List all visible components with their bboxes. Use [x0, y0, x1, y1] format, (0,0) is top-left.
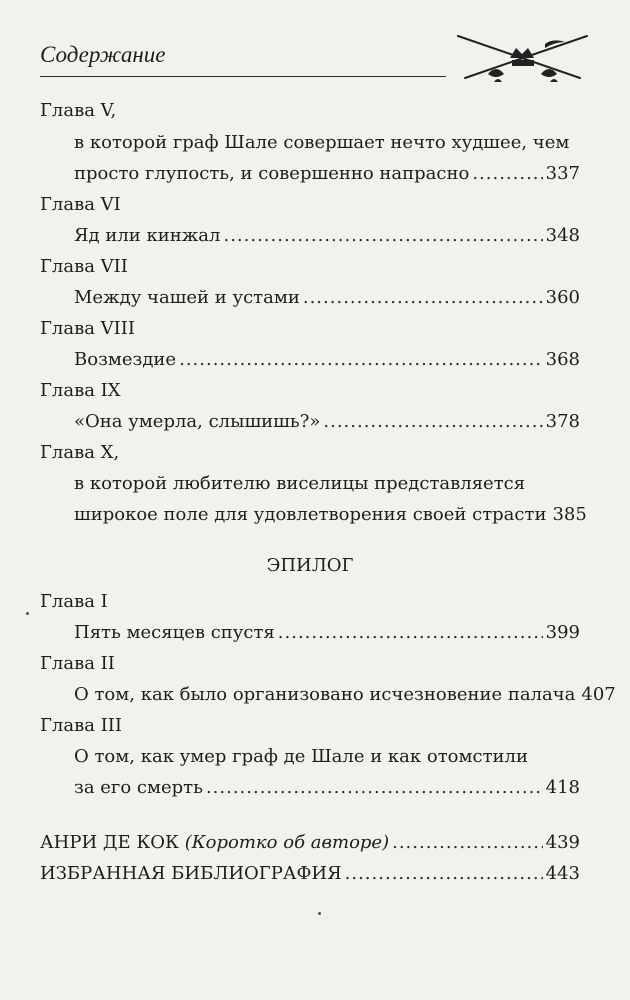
chapter-6-title: Яд или кинжал: [74, 225, 221, 246]
chapter-8-title: Возмездие: [74, 349, 177, 370]
epilog-chapter-3-title-line2: за его смерть: [74, 777, 203, 798]
page-number: 337: [545, 163, 580, 184]
about-author-entry: [40, 828, 580, 858]
chapter-9-entry: [74, 407, 580, 437]
epilog-heading: ЭПИЛОГ: [266, 555, 354, 576]
epilog-chapter-1-title: Пять месяцев спустя: [74, 622, 275, 643]
page-number: 348: [545, 225, 580, 246]
epilog-chapter-2-title: О том, как было организовано исчезновение палача: [74, 684, 576, 705]
chapter-7-entry: [74, 283, 580, 313]
leader-dots: [303, 283, 543, 313]
chapter-5-heading: Глава V,: [40, 100, 117, 121]
chapter-7-title: Между чашей и устами: [74, 287, 300, 308]
paper-speck: [318, 912, 321, 915]
page-number: 418: [545, 777, 580, 798]
page-header: [40, 30, 590, 90]
chapter-8-heading: Глава VIII: [40, 318, 136, 339]
header-rule: [40, 76, 446, 77]
chapter-9-title: «Она умерла, слышишь?»: [74, 411, 321, 432]
epilog-chapter-1-entry: [74, 618, 580, 648]
page-number: 368: [545, 349, 580, 370]
epilog-chapter-3-entry: [74, 773, 580, 803]
leader-dots: [345, 859, 543, 889]
leader-dots: [179, 345, 543, 375]
page-number: 439: [545, 832, 580, 853]
chapter-5-title-line1: в которой граф Шале совершает нечто худшее, чем: [74, 132, 570, 153]
chapter-6-heading: Глава VI: [40, 194, 121, 215]
about-author-note: (Коротко об авторе): [184, 832, 390, 853]
page-number: 399: [545, 622, 580, 643]
chapter-6-entry: [74, 221, 580, 251]
epilog-chapter-2-entry: [74, 680, 616, 710]
epilog-chapter-1-heading: Глава I: [40, 591, 108, 612]
page-number: 378: [545, 411, 580, 432]
leader-dots: [472, 159, 542, 189]
chapter-9-heading: Глава IX: [40, 380, 121, 401]
bibliography-title: ИЗБРАННАЯ БИБЛИОГРАФИЯ: [40, 863, 342, 884]
bibliography-entry: [40, 859, 580, 889]
running-title: Содержание: [40, 42, 166, 67]
chapter-10-heading: Глава X,: [40, 442, 120, 463]
about-author-title: [40, 828, 389, 858]
chapter-10-entry: [74, 500, 587, 530]
chapter-5-entry: [74, 159, 580, 189]
chapter-10-title-line1: в которой любителю виселицы представляется: [74, 473, 526, 494]
page-number: 407: [581, 684, 616, 705]
page-number: 385: [552, 504, 587, 525]
page-number: 360: [545, 287, 580, 308]
chapter-10-title-line2: широкое поле для удовлетворения своей страсти: [74, 504, 547, 525]
leader-dots: [206, 773, 543, 803]
page-number: 443: [545, 863, 580, 884]
epilog-chapter-2-heading: Глава II: [40, 653, 115, 674]
crossed-swords-crown-emblem: [450, 30, 595, 88]
chapter-5-title-line2: просто глупость, и совершенно напрасно: [74, 163, 470, 184]
epilog-chapter-3-heading: Глава III: [40, 715, 123, 736]
leader-dots: [392, 828, 543, 858]
leader-dots: [223, 221, 542, 251]
chapter-8-entry: [74, 345, 580, 375]
chapter-7-heading: Глава VII: [40, 256, 128, 277]
author-name: АНРИ ДЕ КОК: [40, 832, 179, 853]
epilog-chapter-3-title-line1: О том, как умер граф де Шале и как отомстили: [74, 746, 528, 767]
leader-dots: [278, 618, 543, 648]
leader-dots: [323, 407, 542, 437]
paper-speck: [26, 612, 29, 615]
